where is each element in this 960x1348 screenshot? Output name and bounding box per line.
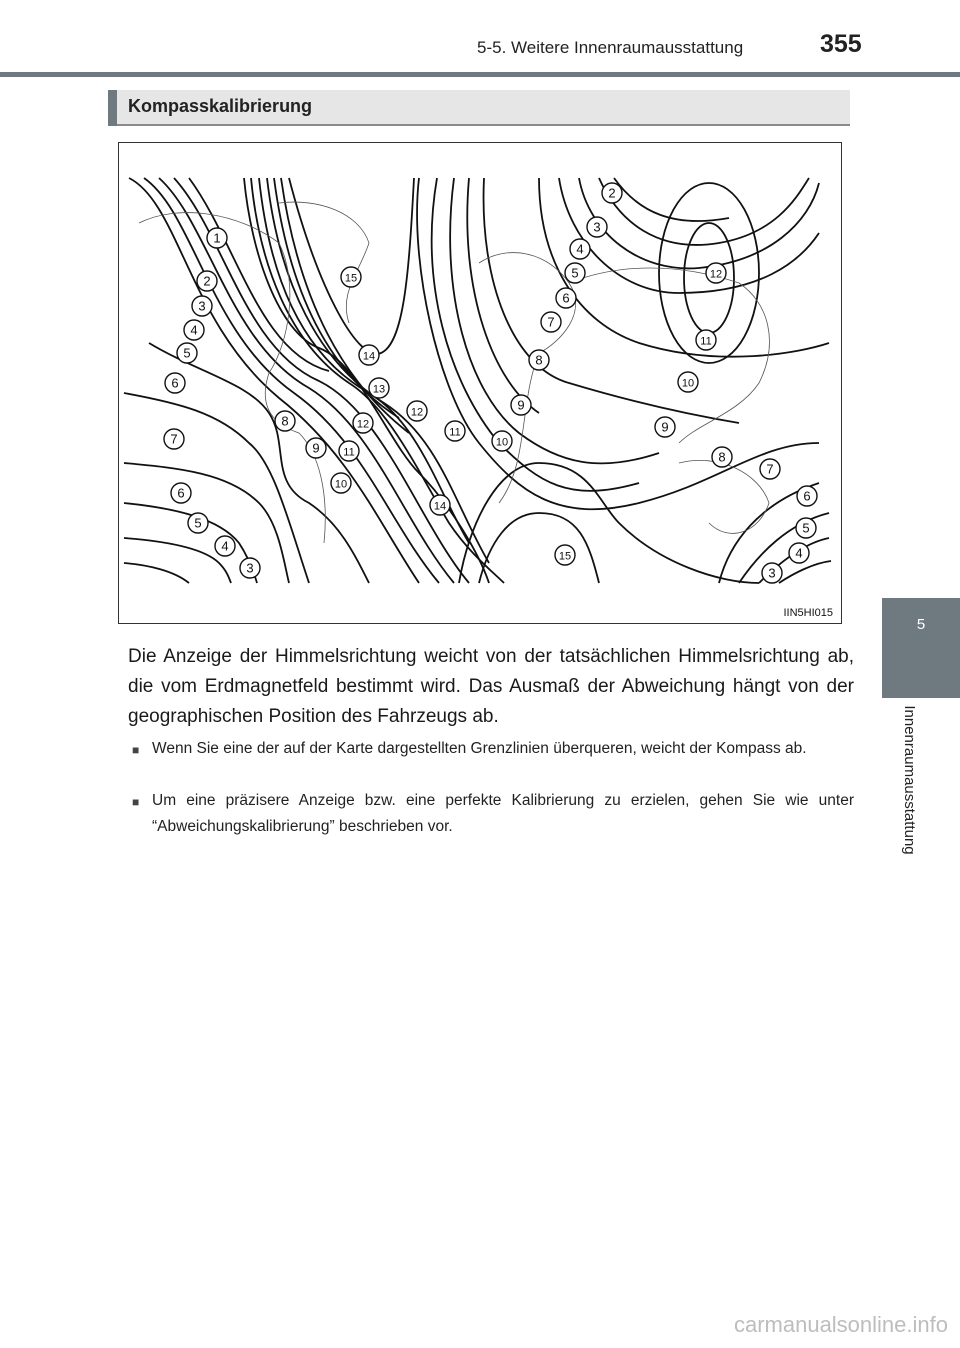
zone-marker-label: 5	[183, 345, 191, 361]
zone-marker-label: 3	[198, 298, 206, 314]
zone-marker-label: 14	[433, 500, 447, 513]
zone-marker-label: 3	[768, 565, 776, 581]
zone-marker-label: 1	[213, 230, 221, 246]
watermark-text: carmanualsonline.info	[733, 1312, 948, 1337]
zone-marker-label: 8	[281, 413, 289, 429]
chapter-tab	[882, 598, 960, 698]
zone-marker-label: 4	[795, 545, 803, 561]
zone-marker-label: 6	[171, 375, 179, 391]
zone-marker-label: 9	[517, 397, 525, 413]
zone-marker-label: 9	[312, 440, 320, 456]
chapter-label: Innenraumausstattung	[901, 705, 918, 855]
zone-marker-label: 6	[177, 485, 185, 501]
zone-marker-label: 3	[246, 560, 254, 576]
zone-marker-label: 12	[410, 406, 424, 419]
zone-marker-label: 5	[194, 515, 202, 531]
zone-marker-label: 15	[558, 550, 572, 563]
zone-marker-label: 9	[661, 419, 669, 435]
zone-marker-label: 5	[802, 520, 810, 536]
zone-marker-label: 15	[344, 272, 358, 285]
zone-marker-label: 11	[343, 446, 355, 459]
zone-marker-label: 2	[203, 273, 211, 289]
zone-marker-label: 3	[593, 219, 601, 235]
page-number: 355	[820, 30, 862, 58]
zone-marker-label: 4	[221, 538, 229, 554]
zone-marker-label: 6	[803, 488, 811, 504]
section-heading-marker	[108, 90, 117, 126]
note-item: Wenn Sie eine der auf der Karte dargestellten Grenzlinien überqueren, weicht der Kompass ab.	[152, 740, 807, 757]
zone-marker-label: 5	[571, 265, 579, 281]
zone-marker-label: 7	[547, 314, 555, 330]
zone-marker-label: 12	[709, 268, 723, 281]
zone-boundary-lines	[124, 178, 831, 583]
figure-code: IIN5HI015	[783, 607, 833, 619]
note-bullet-icon: ■	[132, 743, 140, 757]
header-section-title: 5-5. Weitere Innenraumausstattung	[477, 38, 744, 57]
zone-marker-label: 11	[449, 426, 461, 439]
header-divider	[0, 72, 960, 77]
zone-marker-label: 10	[334, 478, 348, 491]
zone-marker-label: 14	[362, 350, 376, 363]
zone-marker-label: 4	[190, 322, 198, 338]
zone-map-figure	[118, 142, 842, 624]
zone-marker-label: 2	[608, 185, 616, 201]
section-title: Kompasskalibrierung	[128, 96, 313, 116]
zone-marker-label: 8	[535, 352, 543, 368]
zone-marker-label: 4	[576, 241, 584, 257]
note-bullet-icon: ■	[132, 795, 140, 809]
zone-marker-label: 10	[495, 436, 509, 449]
zone-marker-label: 12	[356, 418, 370, 431]
zone-marker-label: 11	[700, 335, 712, 348]
zone-marker-label: 7	[766, 461, 774, 477]
zone-marker-label: 10	[681, 377, 695, 390]
zone-marker-label: 7	[170, 431, 178, 447]
zone-marker-label: 13	[372, 383, 386, 396]
chapter-number: 5	[916, 616, 926, 633]
zone-map	[119, 143, 841, 623]
note-item: Um eine präzisere Anzeige bzw. eine perfekte Kalibrierung zu erzielen, gehen Sie wie unter “Abweichungskalibrierung” beschrieben vor.	[152, 792, 854, 835]
zone-marker-label: 8	[718, 449, 726, 465]
zone-marker-label: 6	[562, 290, 570, 306]
body-paragraph: Die Anzeige der Himmelsrichtung weicht von der tatsächlichen Himmelsrichtung ab, die vom Erdmagnetfeld bestimmt wird. Das Ausmaß der Abweichung hängt von der geographischen Position des Fahrzeugs ab.	[128, 646, 854, 727]
